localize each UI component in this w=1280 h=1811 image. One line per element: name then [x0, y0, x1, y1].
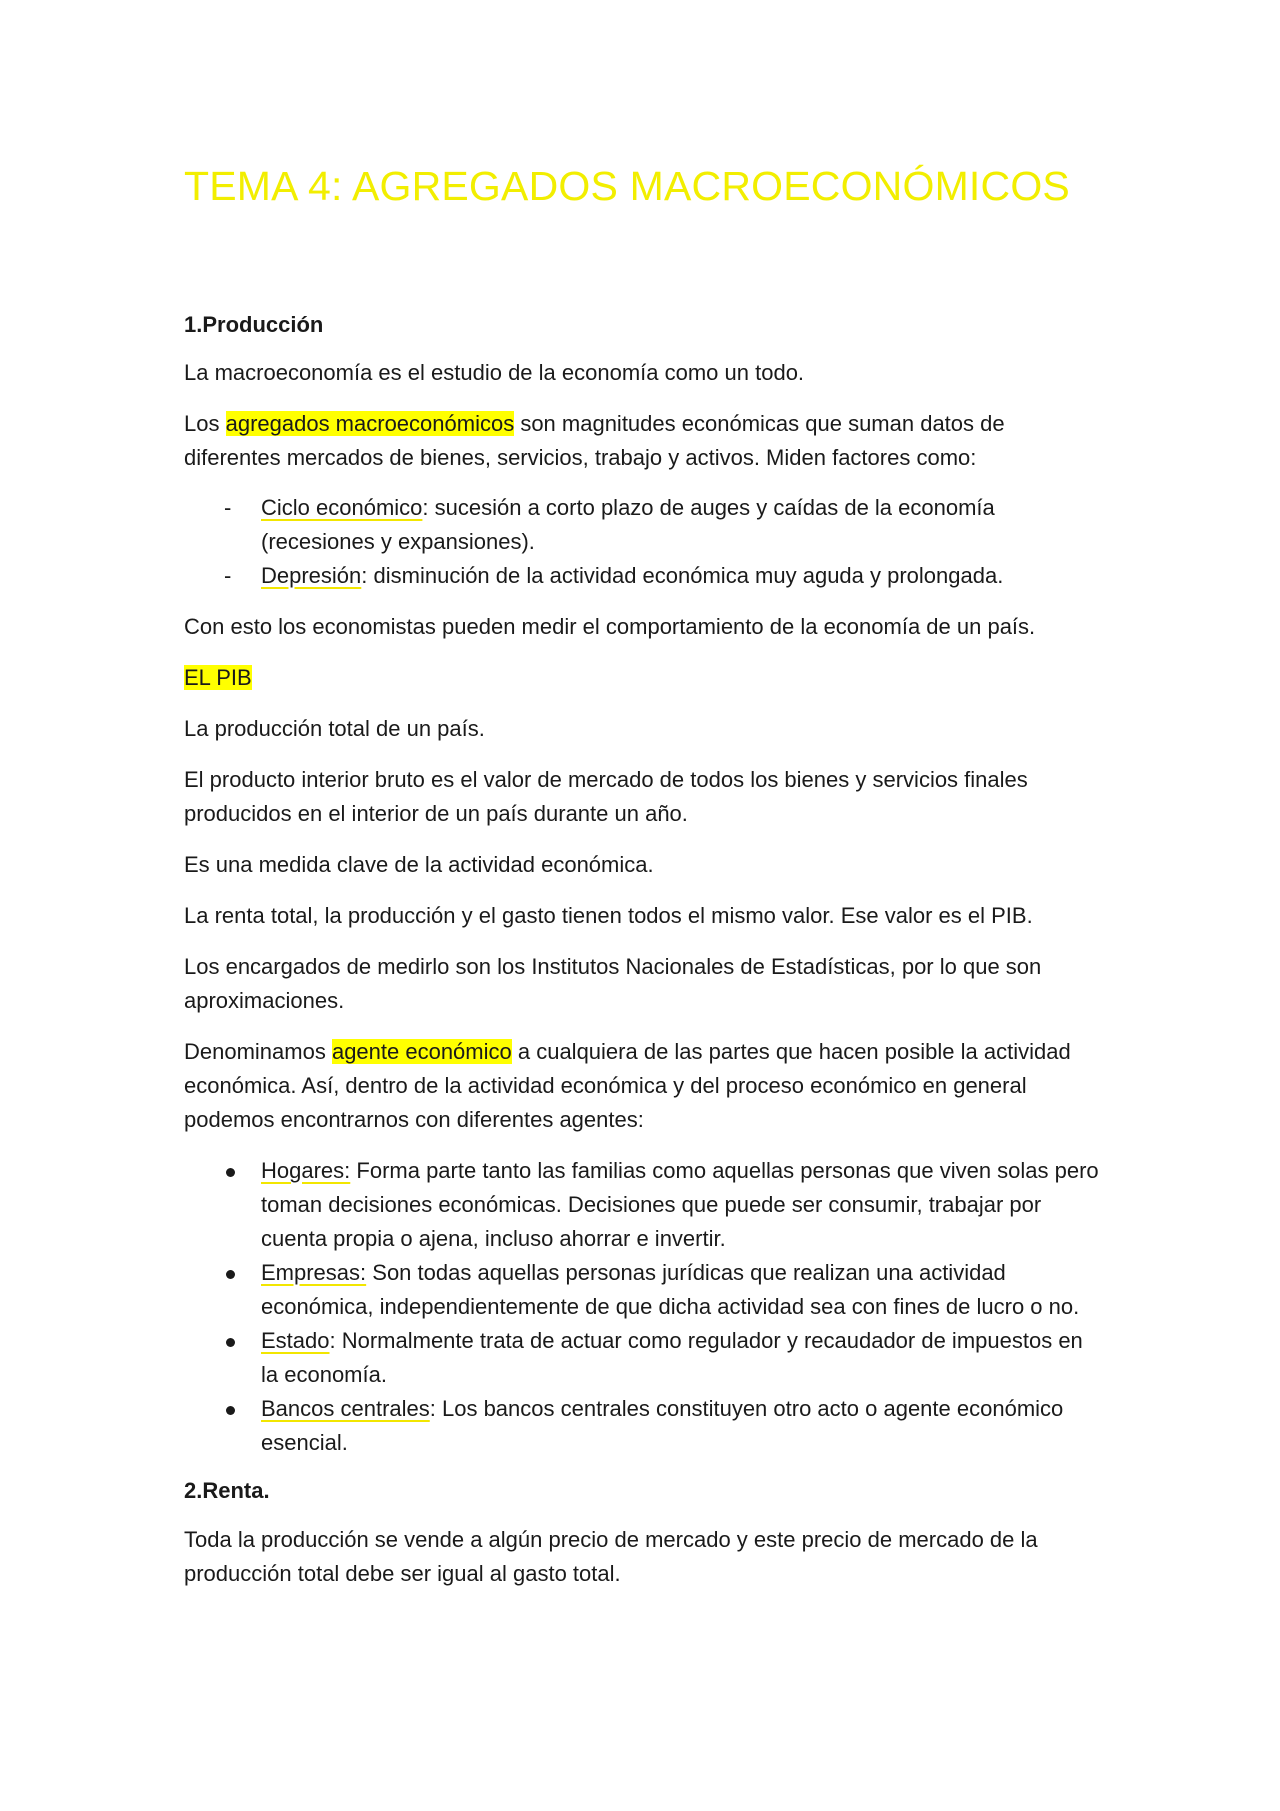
paragraph-produccion-total: La producción total de un país.	[184, 716, 485, 741]
bullet-icon	[226, 1270, 235, 1279]
list-item	[184, 491, 1104, 559]
dash-marker: -	[224, 563, 232, 588]
highlight-agregados-macroeconomicos: agregados macroeconómicos	[225, 411, 515, 436]
paragraph-comportamiento: Con esto los economistas pueden medir el comportamiento de la economía de un país.	[184, 614, 1036, 639]
paragraph-agregados-pre: Los	[184, 411, 226, 436]
term-estado: Estado	[261, 1328, 330, 1353]
list-item	[184, 559, 1104, 593]
paragraph-agregados-post: son magnitudes económicas que suman datos de diferentes mercados de bienes, servicios, trabajo y activos. Miden factores como:	[184, 411, 1005, 470]
highlight-agente-economico: agente económico	[331, 1039, 512, 1064]
term-empresas: Empresas:	[261, 1260, 367, 1285]
definition-empresas: Son todas aquellas personas jurídicas que realizan una actividad económica, independientemente de que dicha actividad sea con fines de lucro o no.	[261, 1260, 1080, 1319]
paragraph-medida-clave: Es una medida clave de la actividad económica.	[184, 852, 654, 877]
agents-list	[184, 1154, 1104, 1460]
document-page	[184, 160, 1104, 1591]
term-bancos-centrales: Bancos centrales	[261, 1396, 430, 1421]
paragraph-agente-post: a cualquiera de las partes que hacen posible la actividad económica. Así, dentro de la actividad económica y del proceso económico en general podemos encontrarnos con diferentes agentes:	[184, 1039, 1071, 1132]
term-hogares: Hogares:	[261, 1158, 351, 1183]
paragraph-pib-definicion: El producto interior bruto es el valor de mercado de todos los bienes y servicios finales producidos en el interior de un país durante un año.	[184, 767, 1028, 826]
bullet-icon	[226, 1406, 235, 1415]
list-item	[184, 1392, 1104, 1460]
factors-list	[184, 491, 1104, 593]
list-item	[184, 1324, 1104, 1392]
list-item	[184, 1256, 1104, 1324]
bullet-icon	[226, 1338, 235, 1347]
pib-label-row	[184, 661, 1104, 695]
term-depresion: Depresión	[261, 563, 362, 588]
paragraph-agente-economico	[184, 1035, 1104, 1137]
definition-bancos-centrales: : Los bancos centrales constituyen otro acto o agente económico esencial.	[261, 1396, 1064, 1455]
definition-estado: : Normalmente trata de actuar como regulador y recaudador de impuestos en la economía.	[261, 1328, 1083, 1387]
pib-label: EL PIB	[184, 665, 252, 690]
paragraph-agente-pre: Denominamos	[184, 1039, 332, 1064]
list-item	[184, 1154, 1104, 1256]
paragraph-renta-gasto: Toda la producción se vende a algún precio de mercado y este precio de mercado de la producción total debe ser igual al gasto total.	[184, 1527, 1038, 1586]
definition-depresion: : disminución de la actividad económica muy aguda y prolongada.	[361, 563, 1004, 588]
paragraph-institutos: Los encargados de medirlo son los Institutos Nacionales de Estadísticas, por lo que son aproximaciones.	[184, 954, 1042, 1013]
document-title: TEMA 4: AGREGADOS MACROECONÓMICOS	[184, 163, 1070, 209]
section-heading-renta: 2.Renta.	[184, 1478, 270, 1503]
dash-marker: -	[224, 495, 232, 520]
section-heading-produccion: 1.Producción	[184, 312, 324, 337]
term-ciclo-economico: Ciclo económico	[261, 495, 423, 520]
definition-hogares: Forma parte tanto las familias como aquellas personas que viven solas pero toman decisiones económicas. Decisiones que puede ser consumir, trabajar por cuenta propia o ajena, incluso ahorrar e invertir.	[261, 1158, 1099, 1251]
bullet-icon	[226, 1168, 235, 1177]
paragraph-agregados	[184, 407, 1104, 475]
paragraph-macroeconomia: La macroeconomía es el estudio de la economía como un todo.	[184, 360, 805, 385]
paragraph-renta-produccion-gasto: La renta total, la producción y el gasto tienen todos el mismo valor. Ese valor es el PIB.	[184, 903, 1033, 928]
definition-ciclo-economico: : sucesión a corto plazo de auges y caídas de la economía (recesiones y expansiones).	[261, 495, 995, 554]
